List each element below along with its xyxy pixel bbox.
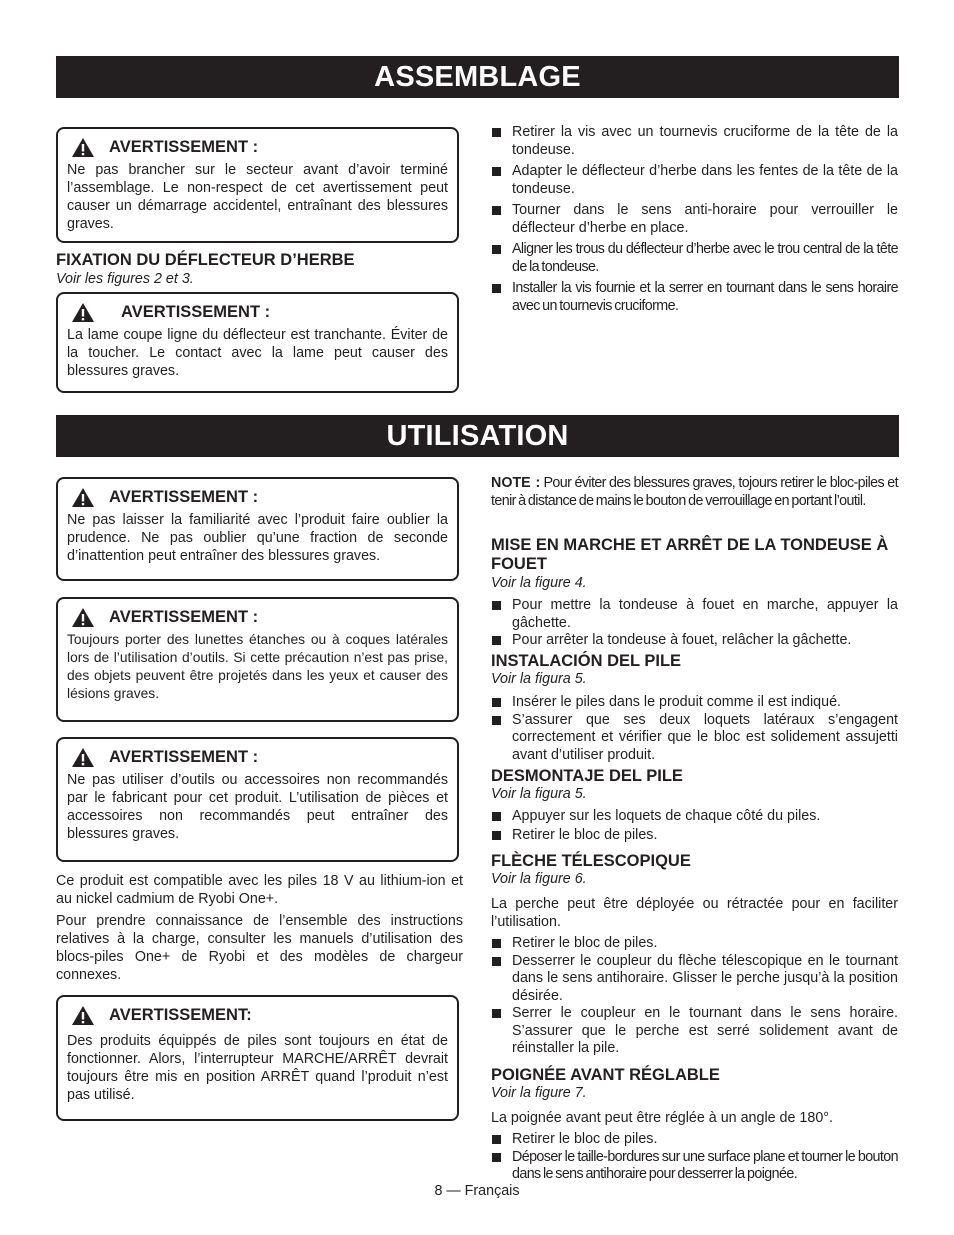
warning-triangle-icon <box>71 1005 95 1026</box>
list-item <box>491 280 898 315</box>
list-item <box>491 632 898 650</box>
bullet-icon <box>492 698 501 707</box>
bullet-icon <box>492 601 501 610</box>
list-item-text: Serrer le coupleur en le tournant dans le sens horaire. S’assurer que le perche est serré solidement avant de réinstaller la pile. <box>512 1005 898 1056</box>
list-item <box>491 1005 898 1058</box>
warning-text: Toujours porter des lunettes étanches ou à coques latérales lors de l’utilisation d’outils. Si cette précaution n’est pas prise, des objets peuvent être projetés dans les yeux et causer des lésions graves. <box>67 632 448 701</box>
assembly-steps-list <box>491 124 898 315</box>
utilisation-banner <box>56 415 899 457</box>
bullet-icon <box>492 939 501 948</box>
warning-text: Ne pas laisser la familiarité avec l’produit faire oublier la prudence. Ne pas oublier qu’une fraction de seconde d’inattention peut entraîner des blessures graves. <box>67 512 448 564</box>
warning-header <box>71 301 448 323</box>
figure-reference: Voir la figura 5. <box>491 786 587 802</box>
bullet-icon <box>492 1009 501 1018</box>
warning-box <box>56 477 459 581</box>
bullet-icon <box>492 831 501 840</box>
bullet-icon <box>492 812 501 821</box>
bullet-icon <box>492 284 501 293</box>
warning-header <box>71 606 448 628</box>
bullet-icon <box>492 1135 501 1144</box>
section-heading: MISE EN MARCHE ET ARRÊT DE LA TONDEUSE À FOUET <box>491 536 889 573</box>
section-heading: POIGNÉE AVANT RÉGLABLE <box>491 1066 720 1084</box>
warning-triangle-icon <box>71 487 95 508</box>
instalacion-steps-list <box>491 694 898 764</box>
note-text: Pour éviter des blessures graves, tojours retirer le bloc-piles et tenir à distance de mains le bouton de verrouillage en portant l’outil. <box>491 475 898 509</box>
note-label: NOTE : <box>491 475 541 491</box>
list-item-text: Retirer le bloc de piles. <box>512 1131 658 1147</box>
list-item-text: Déposer le taille-bordures sur une surface plane et tourner le bouton dans le sens antihoraire pour desserrer la poignée. <box>512 1148 898 1182</box>
list-item <box>491 1131 898 1149</box>
figure-reference: Voir les figures 2 et 3. <box>56 271 194 287</box>
warning-title: AVERTISSEMENT : <box>109 607 259 626</box>
list-item-text: Tourner dans le sens anti-horaire pour verrouiller le déflecteur d’herbe en place. <box>512 202 898 236</box>
warning-text: Ne pas utiliser d’outils ou accessoires non recommandés par le fabricant pour cet produit. L’utilisation de pièces et accessoires non recommandés peut entraîner des blessures graves. <box>67 772 448 842</box>
warning-box <box>56 292 459 393</box>
list-item-text: Pour arrêter la tondeuse à fouet, relâcher la gâchette. <box>512 632 852 648</box>
warning-box <box>56 127 459 243</box>
fleche-steps-list <box>491 935 898 1058</box>
section-heading: INSTALACIÓN DEL PILE <box>491 652 682 670</box>
figure-reference: Voir la figure 7. <box>491 1085 587 1101</box>
fleche-paragraph: La perche peut être déployée ou rétractée pour en faciliter l’utilisation. <box>491 896 898 930</box>
warning-header <box>71 136 448 158</box>
warning-text: Ne pas brancher sur le secteur avant d’avoir terminé l’assemblage. Le non-respect de cet avertissement peut causer un démarrage accidentel, entraînant des blessures graves. <box>67 162 448 232</box>
poignee-steps-list <box>491 1131 898 1184</box>
warning-box <box>56 995 459 1121</box>
figure-reference: Voir la figure 6. <box>491 871 587 887</box>
warning-title: AVERTISSEMENT : <box>109 137 259 156</box>
list-item-text: Aligner les trous du déflecteur d’herbe avec le trou central de la tête de la tondeuse. <box>512 241 898 275</box>
note-paragraph <box>491 474 898 510</box>
list-item-text: Insérer le piles dans le produit comme il est indiqué. <box>512 694 841 710</box>
warning-box <box>56 737 459 862</box>
warning-triangle-icon <box>71 302 95 323</box>
compatibility-paragraph: Ce produit est compatible avec les piles 18 V au lithium-ion et au nickel cadmium de Ryobi One+. <box>56 873 463 907</box>
list-item <box>491 597 898 632</box>
bullet-icon <box>492 206 501 215</box>
warning-header <box>71 746 448 768</box>
list-item <box>491 712 898 765</box>
list-item <box>491 694 898 712</box>
marche-steps-list <box>491 597 898 650</box>
warning-title: AVERTISSEMENT : <box>109 487 259 506</box>
bullet-icon <box>492 128 501 137</box>
warning-header <box>71 486 448 508</box>
bullet-icon <box>492 957 501 966</box>
section-heading: FIXATION DU DÉFLECTEUR D’HERBE <box>56 251 355 269</box>
section-heading: DESMONTAJE DEL PILE <box>491 767 683 785</box>
warning-triangle-icon <box>71 137 95 158</box>
assemblage-title: ASSEMBLAGE <box>374 61 581 93</box>
list-item <box>491 124 898 159</box>
warning-header <box>71 1004 448 1026</box>
list-item-text: Retirer la vis avec un tournevis cruciforme de la tête de la tondeuse. <box>512 124 898 158</box>
list-item <box>491 953 898 1006</box>
bullet-icon <box>492 167 501 176</box>
charging-paragraph: Pour prendre connaissance de l’ensemble des instructions relatives à la charge, consulter les manuels d’utilisation des blocs-piles One+ de Ryobi et des modèles de chargeur connexes. <box>56 913 463 983</box>
warning-box <box>56 597 459 722</box>
list-item <box>491 241 898 276</box>
bullet-icon <box>492 716 501 725</box>
assemblage-banner <box>56 56 899 98</box>
warning-text: Des produits équippés de piles sont toujours en état de fonctionner. Alors, l’interrupteur MARCHE/ARRÊT devrait toujours être mis en position ARRÊT quand l’produit n’est pas utilisé. <box>67 1033 448 1103</box>
warning-title: AVERTISSEMENT : <box>121 302 271 321</box>
list-item-text: Desserrer le coupleur du flèche télescopique en le tournant dans le sens antihoraire. Glisser le perche jusqu’à la position désirée. <box>512 952 898 1004</box>
list-item-text: Appuyer sur les loquets de chaque côté du piles. <box>512 808 821 824</box>
warning-triangle-icon <box>71 607 95 628</box>
list-item <box>491 163 898 198</box>
list-item <box>491 1149 898 1184</box>
utilisation-title: UTILISATION <box>386 420 569 452</box>
list-item <box>491 935 898 953</box>
list-item-text: S’assurer que ses deux loquets latéraux s’engagent correctement et vérifier que le bloc est solidement assujetti avant d’utiliser produit. <box>512 711 898 763</box>
bullet-icon <box>492 1153 501 1162</box>
list-item <box>491 808 898 826</box>
figure-reference: Voir la figure 4. <box>491 575 587 591</box>
poignee-paragraph: La poignée avant peut être réglée à un angle de 180°. <box>491 1110 833 1126</box>
list-item-text: Retirer le bloc de piles. <box>512 935 658 951</box>
figure-reference: Voir la figura 5. <box>491 671 587 687</box>
warning-title: AVERTISSEMENT: <box>109 1005 252 1024</box>
desmontaje-steps-list <box>491 808 898 844</box>
list-item-text: Retirer le bloc de piles. <box>512 826 658 843</box>
bullet-icon <box>492 636 501 645</box>
bullet-icon <box>492 245 501 254</box>
list-item-text: Pour mettre la tondeuse à fouet en marche, appuyer la gâchette. <box>512 597 898 631</box>
list-item-text: Installer la vis fournie et la serrer en tournant dans le sens horaire avec un tournevis cruciforme. <box>512 280 898 314</box>
section-heading: FLÈCHE TÉLESCOPIQUE <box>491 852 691 870</box>
page-footer: 8 — Français <box>434 1183 520 1199</box>
warning-text: La lame coupe ligne du déflecteur est tranchante. Éviter de la toucher. Le contact avec la lame peut causer des blessures graves. <box>67 327 448 379</box>
warning-title: AVERTISSEMENT : <box>109 747 259 766</box>
list-item <box>491 827 898 845</box>
list-item-text: Adapter le déflecteur d’herbe dans les fentes de la tête de la tondeuse. <box>512 163 898 197</box>
list-item <box>491 202 898 237</box>
warning-triangle-icon <box>71 747 95 768</box>
